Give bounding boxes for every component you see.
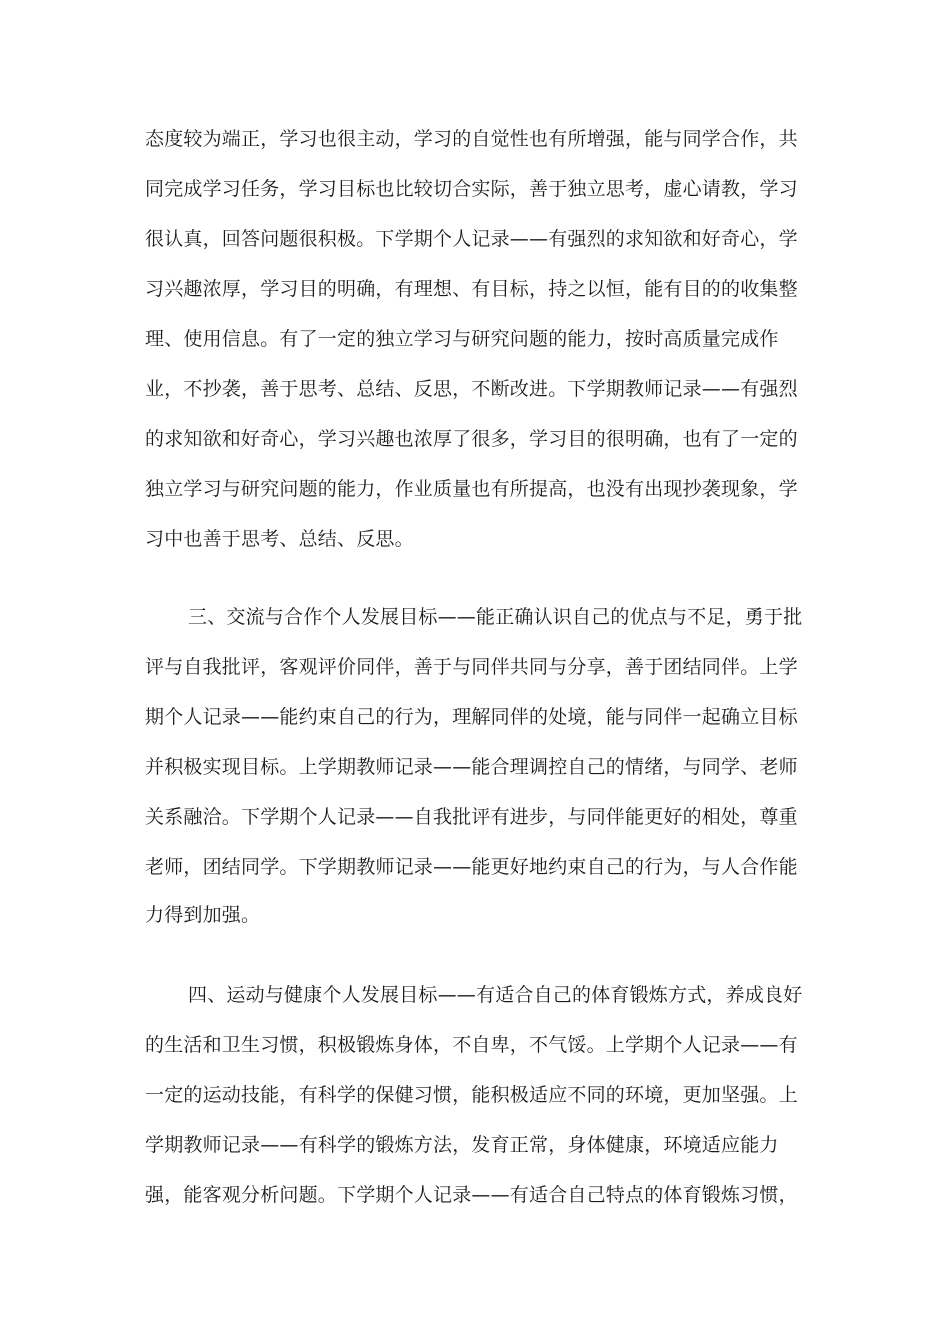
text-line: 一定的运动技能，有科学的保健习惯，能积极适应不同的环境，更加坚强。上 bbox=[145, 1084, 798, 1106]
text-line: 力得到加强。 bbox=[145, 904, 261, 926]
text-line: 理、使用信息。有了一定的独立学习与研究问题的能力，按时高质量完成作 bbox=[145, 328, 779, 350]
section-heading-line: 三、交流与合作个人发展目标——能正确认识自己的优点与不足，勇于批 bbox=[188, 606, 803, 628]
text-line: 态度较为端正，学习也很主动，学习的自觉性也有所增强，能与同学合作，共 bbox=[145, 128, 798, 150]
text-line: 老师，团结同学。下学期教师记录——能更好地约束自己的行为，与人合作能 bbox=[145, 856, 798, 878]
text-line: 期个人记录——能约束自己的行为，理解同伴的处境，能与同伴一起确立目标 bbox=[145, 706, 798, 728]
section-heading-line: 四、运动与健康个人发展目标——有适合自己的体育锻炼方式，养成良好 bbox=[188, 984, 803, 1006]
text-line: 学期教师记录——有科学的锻炼方法，发育正常，身体健康，环境适应能力 bbox=[145, 1134, 779, 1156]
text-line: 很认真，回答问题很积极。下学期个人记录——有强烈的求知欲和好奇心，学 bbox=[145, 228, 798, 250]
text-line: 习兴趣浓厚，学习目的明确，有理想、有目标，持之以恒，能有目的的收集整 bbox=[145, 278, 798, 300]
text-line: 并积极实现目标。上学期教师记录——能合理调控自己的情绪，与同学、老师 bbox=[145, 756, 798, 778]
text-line: 关系融洽。下学期个人记录——自我批评有进步，与同伴能更好的相处，尊重 bbox=[145, 806, 798, 828]
text-line: 习中也善于思考、总结、反思。 bbox=[145, 528, 414, 550]
text-line: 的生活和卫生习惯，积极锻炼身体，不自卑，不气馁。上学期个人记录——有 bbox=[145, 1034, 798, 1056]
text-line: 强，能客观分析问题。下学期个人记录——有适合自己特点的体育锻炼习惯， bbox=[145, 1184, 798, 1206]
text-line: 同完成学习任务，学习目标也比较切合实际，善于独立思考，虚心请教，学习 bbox=[145, 178, 798, 200]
text-line: 的求知欲和好奇心，学习兴趣也浓厚了很多，学习目的很明确，也有了一定的 bbox=[145, 428, 798, 450]
text-line: 业，不抄袭，善于思考、总结、反思，不断改进。下学期教师记录——有强烈 bbox=[145, 378, 798, 400]
text-line: 评与自我批评，客观评价同伴，善于与同伴共同与分享，善于团结同伴。上学 bbox=[145, 656, 798, 678]
text-line: 独立学习与研究问题的能力，作业质量也有所提高，也没有出现抄袭现象，学 bbox=[145, 478, 798, 500]
